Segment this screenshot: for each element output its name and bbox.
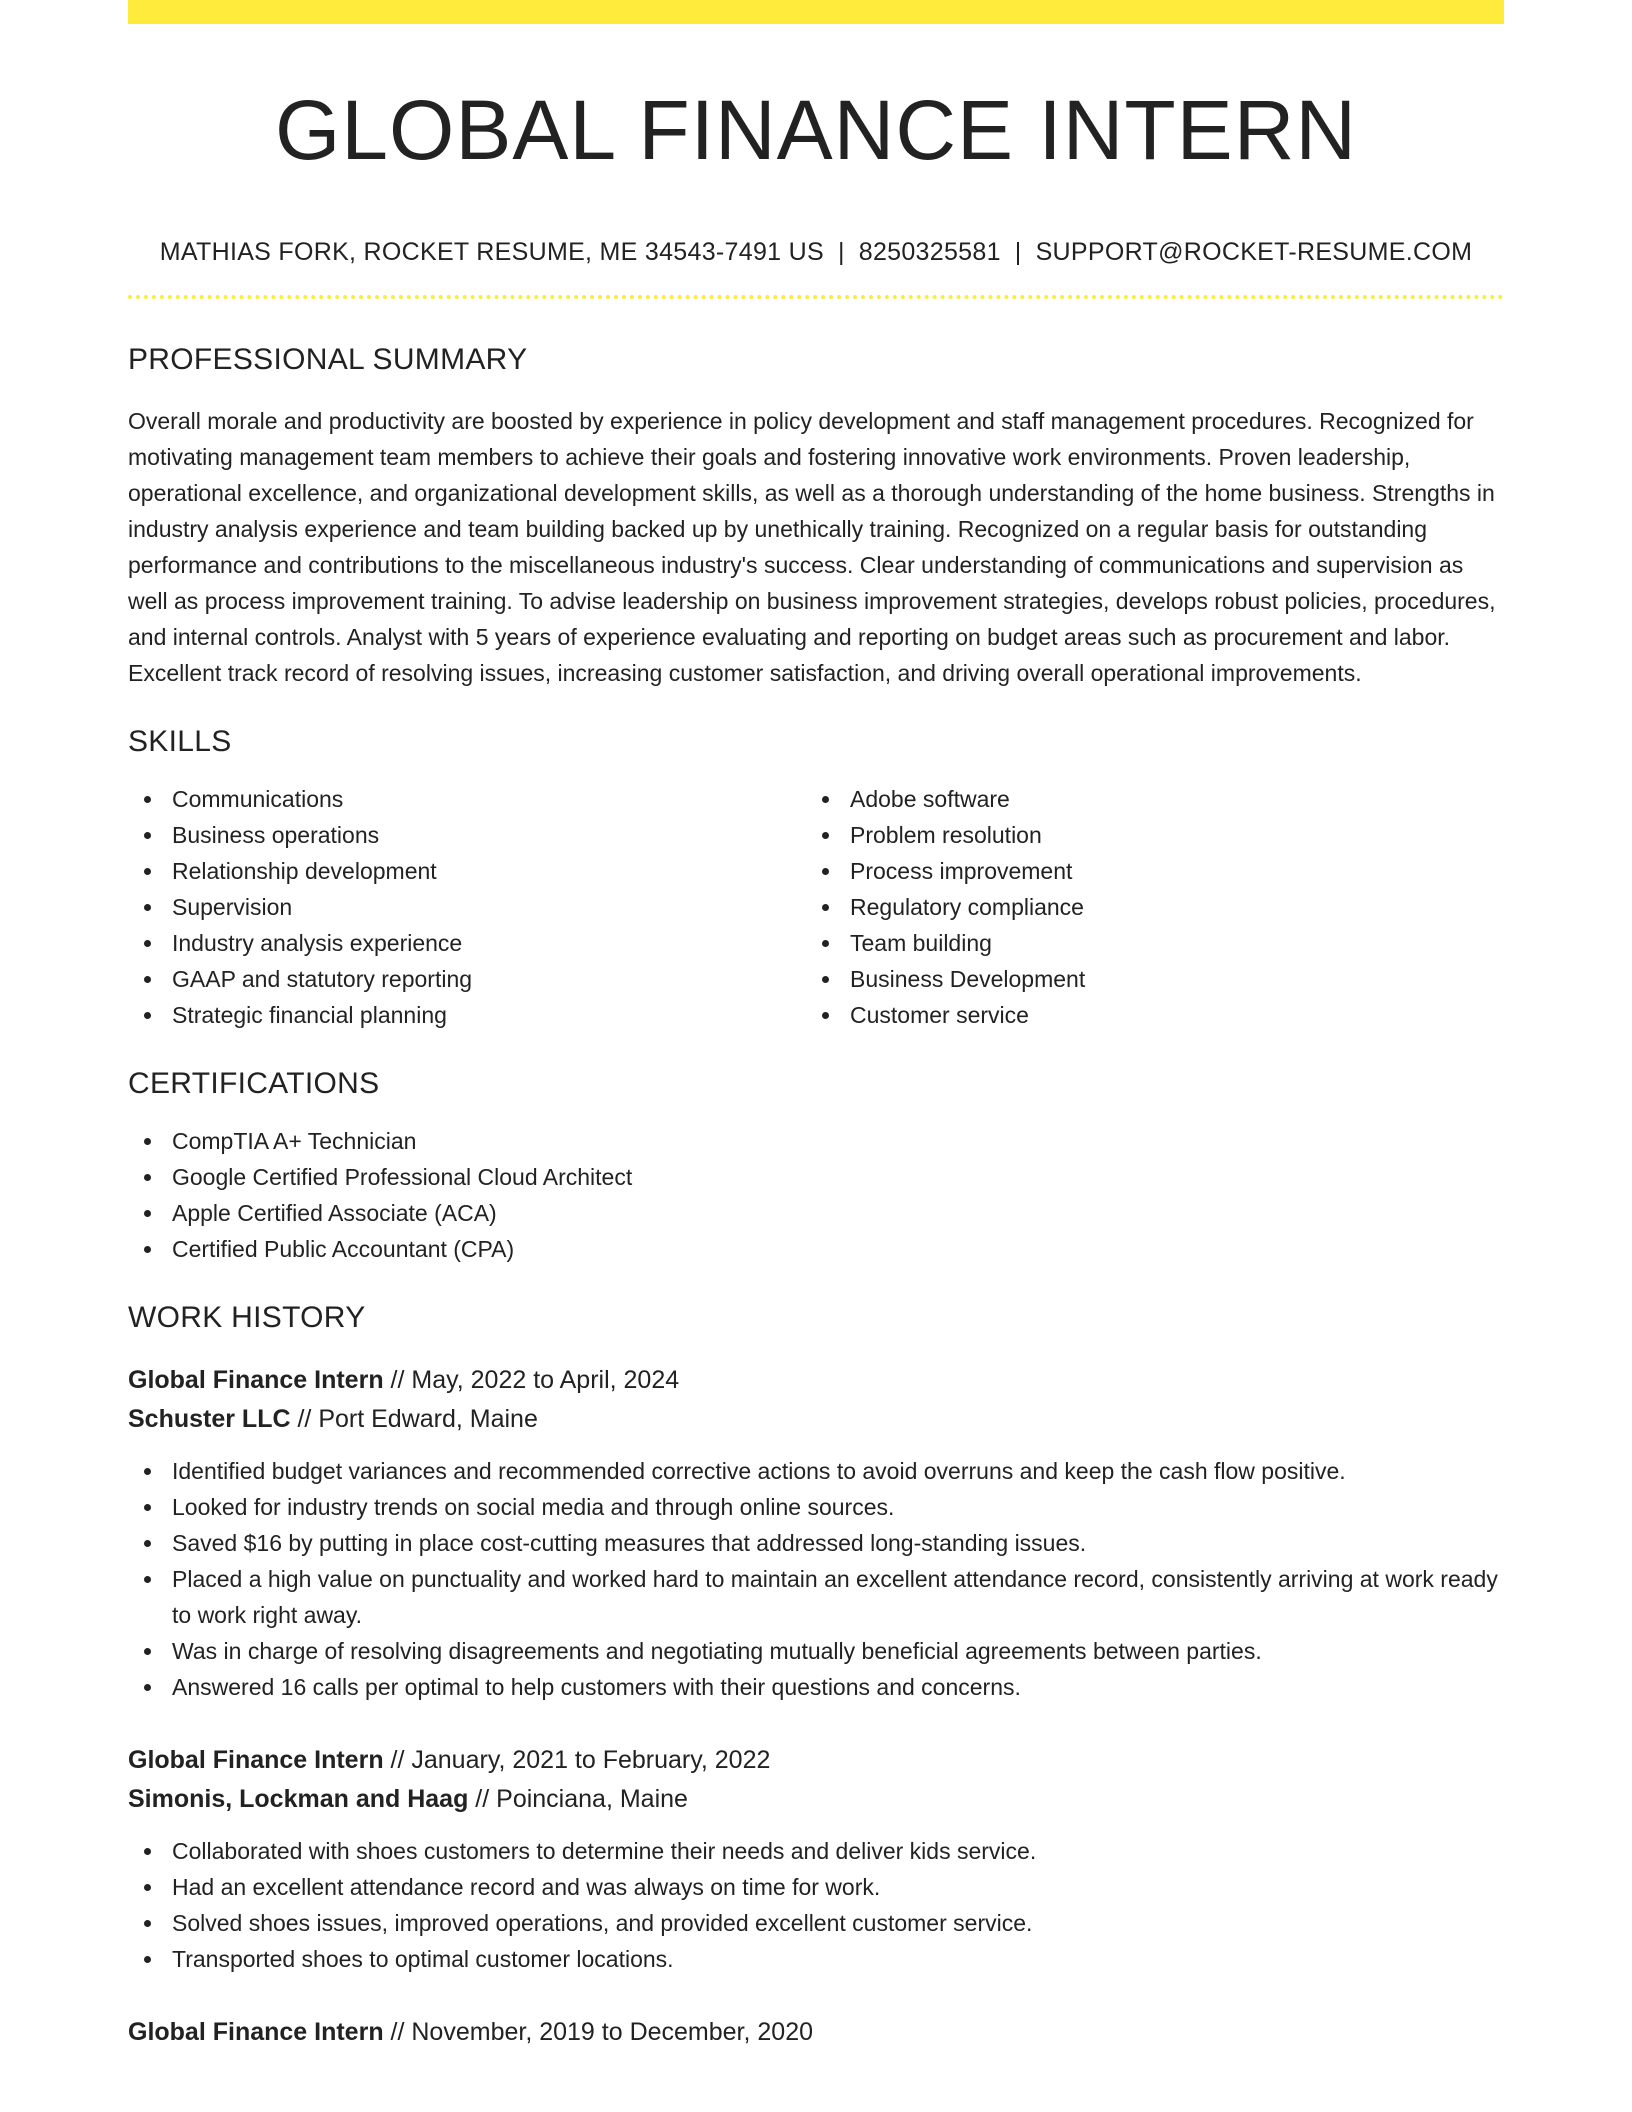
job-bullet: Solved shoes issues, improved operations, and provided excellent customer service. [128, 1905, 1504, 1941]
job-bullet: Identified budget variances and recommended corrective actions to avoid overruns and keep the cash flow positive. [128, 1453, 1504, 1489]
resume-title: GLOBAL FINANCE INTERN [274, 83, 1358, 177]
skill-item: Process improvement [806, 853, 1484, 889]
skills-right-list [806, 781, 1484, 1033]
top-accent-bar [128, 0, 1504, 24]
summary-text: Overall morale and productivity are boosted by experience in policy development and staff management procedures. Recognized for motivating management team members to achieve their goals and fostering innovative work environments. Proven leadership, operational excellence, and organizational development skills, as well as a thorough understanding of the home business. Strengths in industry analysis experience and team building backed up by unethically training. Recognized on a regular basis for outstanding performance and contributions to the miscellaneous industry's success. Clear understanding of communications and supervision as well as process improvement training. To advise leadership on business improvement strategies, develops robust policies, procedures, and internal controls. Analyst with 5 years of experience evaluating and reporting on budget areas such as procurement and labor. Excellent track record of resolving issues, increasing customer satisfaction, and driving overall operational improvements. [128, 408, 1496, 687]
skills-heading: SKILLS [128, 725, 232, 759]
job-title-line [128, 1741, 1504, 1780]
certification-item: Google Certified Professional Cloud Architect [128, 1159, 1504, 1195]
job-dates: // May, 2022 to April, 2024 [383, 1366, 680, 1395]
skill-item: Customer service [806, 997, 1484, 1033]
skill-item: Team building [806, 925, 1484, 961]
skill-item: Problem resolution [806, 817, 1484, 853]
job-bullet: Answered 16 calls per optimal to help customers with their questions and concerns. [128, 1669, 1504, 1705]
job-company-line [128, 1780, 1504, 1819]
skill-item: Business operations [128, 817, 806, 853]
job-entry [128, 2013, 1504, 2052]
job-bullet: Was in charge of resolving disagreements and negotiating mutually beneficial agreements between parties. [128, 1633, 1504, 1669]
contact-separator: | [1014, 238, 1022, 267]
skills-columns [128, 781, 1504, 1033]
job-dates: // November, 2019 to December, 2020 [383, 2018, 814, 2047]
job-title: Global Finance Intern [128, 1746, 384, 1775]
skills-left-list [128, 781, 806, 1033]
work-history-heading: WORK HISTORY [128, 1301, 366, 1335]
contact-address: MATHIAS FORK, ROCKET RESUME, ME 34543-7491 US [159, 238, 824, 267]
skill-item: Regulatory compliance [806, 889, 1484, 925]
job-bullet: Saved $16 by putting in place cost-cutting measures that addressed long-standing issues. [128, 1525, 1504, 1561]
job-company: Simonis, Lockman and Haag [128, 1785, 469, 1814]
skill-item: Business Development [806, 961, 1484, 997]
job-title-line [128, 1361, 1504, 1400]
job-title-line [128, 2013, 1504, 2052]
resume-page [128, 0, 1504, 2052]
job-company-line [128, 1400, 1504, 1439]
skill-item: Industry analysis experience [128, 925, 806, 961]
job-bullet: Looked for industry trends on social media and through online sources. [128, 1489, 1504, 1525]
contact-separator: | [837, 238, 845, 267]
summary-heading: PROFESSIONAL SUMMARY [128, 343, 528, 377]
job-bullet: Placed a high value on punctuality and worked hard to maintain an excellent attendance record, consistently arriving at work ready to work right away. [128, 1561, 1504, 1633]
certification-item: Certified Public Accountant (CPA) [128, 1231, 1504, 1267]
skill-item: Adobe software [806, 781, 1484, 817]
job-title: Global Finance Intern [128, 2018, 384, 2047]
job-entry [128, 1361, 1504, 1705]
certifications-heading: CERTIFICATIONS [128, 1067, 380, 1101]
contact-line [128, 238, 1504, 267]
job-bullet: Transported shoes to optimal customer locations. [128, 1941, 1504, 1977]
job-bullet-list [128, 1453, 1504, 1705]
job-bullet: Had an excellent attendance record and was always on time for work. [128, 1869, 1504, 1905]
certification-item: CompTIA A+ Technician [128, 1123, 1504, 1159]
job-title: Global Finance Intern [128, 1366, 384, 1395]
skill-item: GAAP and statutory reporting [128, 961, 806, 997]
skill-item: Strategic financial planning [128, 997, 806, 1033]
contact-phone: 8250325581 [858, 238, 1001, 267]
header-divider [128, 295, 1504, 299]
skill-item: Relationship development [128, 853, 806, 889]
job-location: // Poinciana, Maine [468, 1785, 688, 1814]
job-entry [128, 1741, 1504, 1977]
certifications-list [128, 1123, 1504, 1267]
job-location: // Port Edward, Maine [290, 1405, 538, 1434]
skill-item: Communications [128, 781, 806, 817]
job-company: Schuster LLC [128, 1405, 291, 1434]
job-dates: // January, 2021 to February, 2022 [383, 1746, 771, 1775]
job-bullet: Collaborated with shoes customers to determine their needs and deliver kids service. [128, 1833, 1504, 1869]
contact-email: SUPPORT@ROCKET-RESUME.COM [1035, 238, 1473, 267]
job-bullet-list [128, 1833, 1504, 1977]
certification-item: Apple Certified Associate (ACA) [128, 1195, 1504, 1231]
skill-item: Supervision [128, 889, 806, 925]
